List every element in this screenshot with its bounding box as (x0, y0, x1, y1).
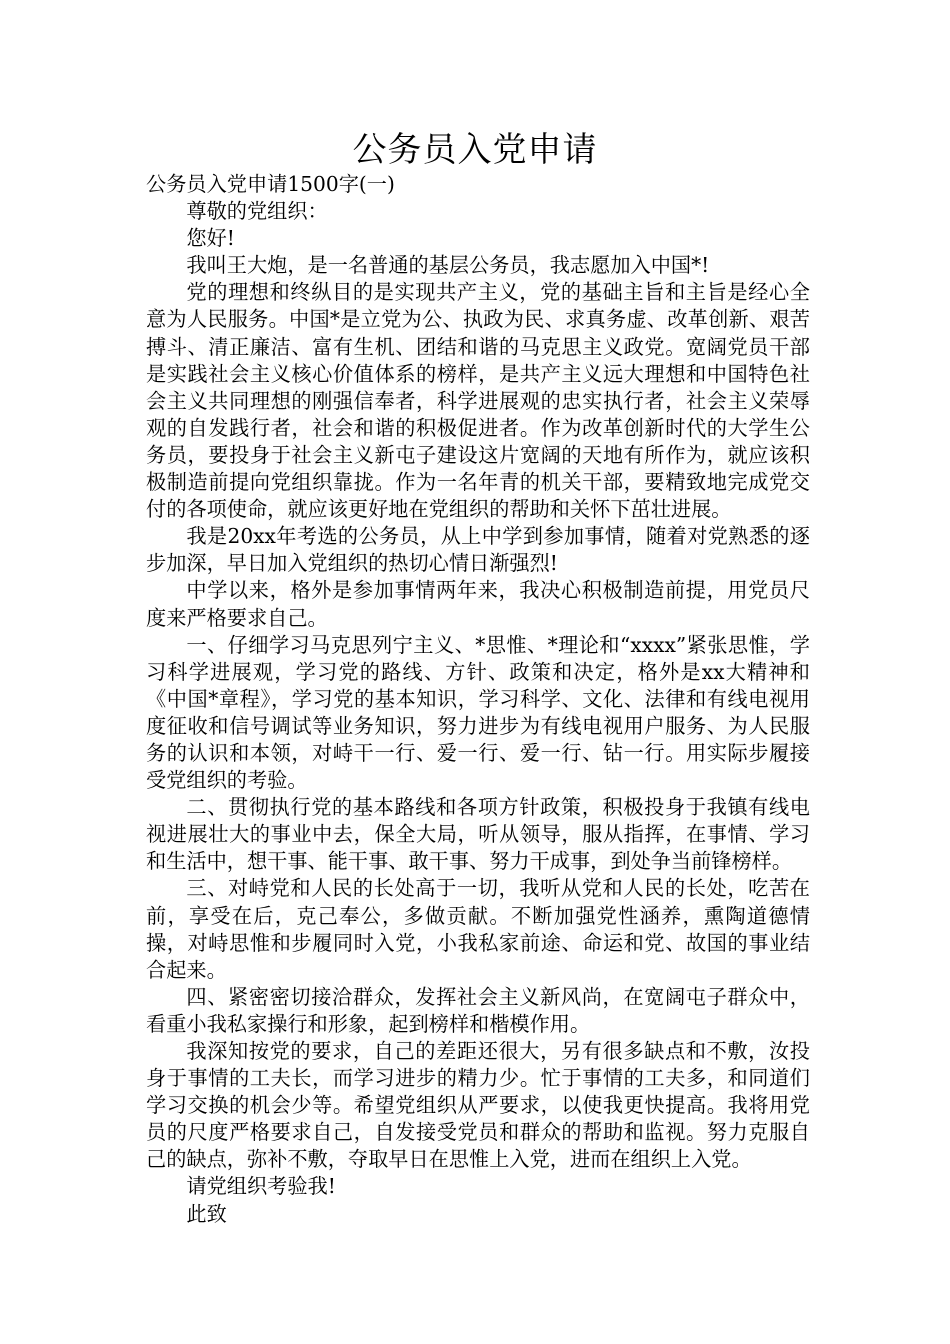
closing-salute: 此致 (186, 1201, 227, 1226)
paragraph: 二、贯彻执行党的基本路线和各项方针政策，积极投身于我镇有线电视进展壮大的事业中去，保全大局，听从领导，服从指挥，在事情、学习和生活中，想干事、能干事、敢干事、努力干成事，到处争当前锋榜样。 (146, 795, 810, 874)
salutation: 尊敬的党组织： (186, 199, 328, 224)
paragraph: 中学以来，格外是参加事情两年来，我决心积极制造前提，用党员尺度来严格要求自己。 (146, 578, 810, 630)
paragraph: 我是20xx年考选的公务员，从上中学到参加事情，随着对党熟悉的逐步加深，早日加入党组织的热切心情日渐强烈! (146, 524, 810, 576)
paragraph: 党的理想和终纵目的是实现共产主义，党的基础主旨和主旨是经心全意为人民服务。中国*是立党为公、执政为民、求真务虚、改革创新、艰苦搏斗、清正廉洁、富有生机、团结和谐的马克思主义政党。宽阔党员干部是实践社会主义核心价值体系的榜样，是共产主义远大理想和中国特色社会主义共同理想的刚强信奉者，科学进展观的忠实执行者，社会主义荣辱观的自发践行者，社会和谐的积极促进者。作为改革创新时代的大学生公务员，要投身于社会主义新屯子建设这片宽阔的天地有所作为，就应该积极制造前提向党组织靠拢。作为一名年青的机关干部，要精致地完成党交付的各项使命，就应该更好地在党组织的帮助和关怀下茁壮进展。 (146, 280, 810, 522)
paragraph: 一、仔细学习马克思列宁主义、*思惟、*理论和“xxxx”紧张思惟，学习科学进展观，学习党的路线、方针、政策和决定，格外是xx大精神和《中国*章程》，学习党的基本知识，学习科学、文化、法律和有线电视用度征收和信号调试等业务知识，努力进步为有线电视用户服务、为人民服务的认识和本领，对峙干一行、爱一行、爱一行、钻一行。用实际步履接受党组织的考验。 (146, 632, 810, 793)
greeting: 您好! (186, 226, 235, 251)
paragraph: 我叫王大炮，是一名普通的基层公务员，我志愿加入中国*! (186, 253, 710, 278)
paragraph: 我深知按党的要求，自己的差距还很大，另有很多缺点和不敷，汝投身于事情的工夫长，而学习进步的精力少。忙于事情的工夫多，和同道们学习交换的机会少等。希望党组织从严要求，以使我更快提高。我将用党员的尺度严格要求自己，自发接受党员和群众的帮助和监视。努力克服自己的缺点，弥补不敷，夺取早日在思惟上入党，进而在组织上入党。 (146, 1039, 810, 1172)
document-subtitle: 公务员入党申请1500字(一) (146, 172, 395, 196)
paragraph: 三、对峙党和人民的长处高于一切，我听从党和人民的长处，吃苦在前，享受在后，克己奉公，多做贡献。不断加强党性涵养，熏陶道德情操，对峙思惟和步履同时入党，小我私家前途、命运和党、故国的事业结合起来。 (146, 876, 810, 982)
document-title: 公务员入党申请 (352, 130, 598, 170)
document-body (146, 171, 810, 1228)
paragraph: 四、紧密密切接洽群众，发挥社会主义新风尚，在宽阔屯子群众中，看重小我私家操行和形象，起到榜样和楷模作用。 (146, 984, 810, 1036)
closing-line: 请党组织考验我! (186, 1174, 336, 1199)
